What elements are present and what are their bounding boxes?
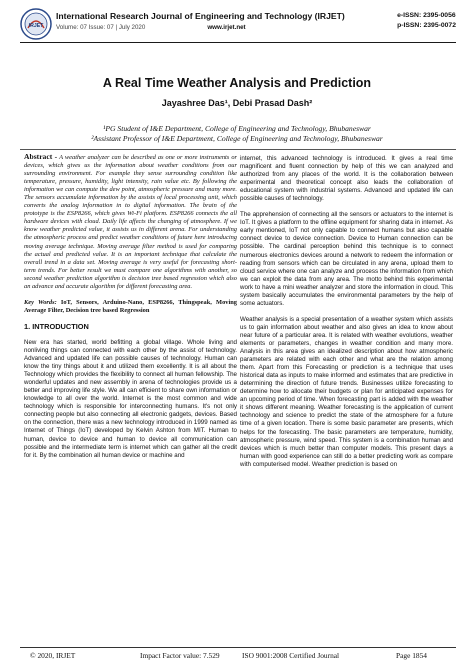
abstract: [24, 153, 237, 291]
right-paragraph-3: Weather analysis is a special presentation of a weather system which assists us to gain information about weather and also gives an idea to know about near future of a particular area. It is related with weather evolutions, weather elements or parameters, changes in weather condition and many more. Analysis in this area gives an idealized description about how atmospheric parameters are related with each other and what are the relation among them. Apart from this Forecasting or prediction is a technique that uses historical data as inputs to make informed and estimates that are predictive in determining the direction of future trends. Businesses utilize forecasting to determine how to allocate their budgets or plan for anticipated expenses for an upcoming period of time. When forecasting part is added with the weather it shows different meaning. Weather forecasting is the application of current technology and science to predict the state of the atmosphere for a future time of a given location. There is some basic parameter are presents, which helps for the forecasting. The basic parameters are temperature, humidity, atmospheric pressure, wind speed. This system is a combination human and devices which is much better than computer models. This present days a human with good experience can still do a better predicting work as compare with computerised model. Weather prediction is based on: [240, 315, 453, 468]
footer-page-number: Page 1854: [396, 651, 427, 660]
irjet-logo-icon: [20, 8, 52, 40]
footer-impact-factor: Impact Factor value: 7.529: [140, 651, 220, 660]
section-heading-introduction: 1. INTRODUCTION: [24, 321, 89, 331]
keywords-text: IoT, Sensors, Arduino-Nano, ESP8266, Thingspeak, Moving Average Filter, Decision tree based Regression: [24, 298, 237, 314]
keywords: [24, 299, 237, 315]
issn-block: [397, 11, 456, 31]
logo-text: IRJET: [28, 23, 44, 29]
affiliation-2: ²Assistant Professor of I&E Department, College of Engineering and Technology, Bhubaneswar: [91, 134, 383, 143]
footer-copyright: © 2020, IRJET: [30, 651, 76, 660]
footer-rule: [20, 647, 456, 648]
eissn: e-ISSN: 2395-0056: [397, 12, 456, 19]
journal-url-link[interactable]: www.irjet.net: [207, 24, 246, 31]
right-paragraph-2: The apprehension of connecting all the sensors or actuators to the internet is IoT. It gives a platform to the offline equipment for sharing data in internet. As early mentioned, IoT not only capable to connect humans but also capable connect device to device connection. Device to Human connection can be possible. The cardinal perception behind this technique is to connect numerous electronics devices around a network to redeem the information or reading from sensors which can be circulated in any arena, upload them to cloud service where one can analyze and process the information from which we can exploit the data from any area. The motto behind this experimental work to have a mini weather analyzer and store the information in cloud. This system basically accumulates the environmental parameters by the help of some actuators.: [240, 211, 453, 307]
intro-paragraph: New era has started, world befitting a global village. Whole living and nonliving things can connected with each other by the assist of technology. Advanced and updated life can possible causes of technology. Human can know the tiny things about it and utilized them excellently. It is all about the Technology which provides the flexibility to connect all human fellowship. The wonderful updates and new assembly in arena of technologies provide us a better and improving life style. We all can efficient to share own information or knowledge to all over the world. Internet is the most common and wide technology which is responsible for interconnecting humans. It's not only connecting people but also connecting all electronic gadgets, devices. Based on the connection, there was a new technology introduced in 1999 named as Internet of Things (IoT) developed by Kelvin Ashton from MIT. Human to human, device to device and human to device all communication can possible and the intermediate term is internet which can gather all the credit for it. By the combination all human device or machine and: [24, 338, 237, 459]
journal-volume-line: [56, 24, 246, 31]
keywords-label: Key Words:: [24, 298, 57, 306]
pissn: p-ISSN: 2395-0072: [397, 22, 456, 29]
header-rule: [20, 42, 456, 43]
affiliation-rule: [20, 149, 456, 150]
footer-iso: ISO 9001:2008 Certified Journal: [242, 651, 340, 660]
paper-title: A Real Time Weather Analysis and Prediction: [102, 76, 372, 90]
right-paragraph-1: internet, this advanced technology is introduced. It gives a real time magnificent and fluent connection by help of this we can analyzed and authorized from any places of the world. It is the collaboration between experimental and theoretical concept also leads the collaboration of educational system with industrial systems. Advanced and updated life can possible causes of technology.: [240, 155, 453, 203]
journal-title: International Research Journal of Engineering and Technology (IRJET): [56, 11, 345, 21]
affiliation-1: ¹PG Student of I&E Department, College of Engineering and Technology, Bhubaneswar: [103, 124, 371, 133]
right-column: [240, 155, 453, 645]
volume-info: Volume: 07 Issue: 07 | July 2020: [56, 24, 146, 31]
abstract-label: Abstract -: [24, 153, 58, 161]
paper-authors: Jayashree Das¹, Debi Prasad Dash²: [161, 98, 313, 108]
abstract-text: A weather analyzer can be described as one or more instruments or devices, which gives us the information about weather conditions from our surrounding environment. For example they sense surrounding condition like temperature, pressure, humidity, light intensity, rain value etc. By following the information we can compute the dew point, atmospheric pressure and many more. The sensors accumulate information by the assists of local processing unit, which converts the analog information in to digital information. The brain of the prototype is the ESP8266, which gives Wi-Fi platform. ESP8266 connects the all hardware devices with cloud. Daily life affects the changing of atmosphere. If we know weather predicted value, it assists us in different arena. For understanding the atmospheric process and predict weather conditions of future here introducing moving average technique. Moving average filter method is used for comparing the actual and predicted value. It is an important technique that calculate the overall trend in a data set. Moving average is very useful for forecasting short-term trends. For better result we must compare one algorithms with another, so second weather prediction algorithm is decision tree based regression which also an advance and accurate algorithm for different forecasting area.: [24, 154, 237, 290]
left-column: [24, 153, 237, 643]
journal-header: [20, 8, 456, 42]
